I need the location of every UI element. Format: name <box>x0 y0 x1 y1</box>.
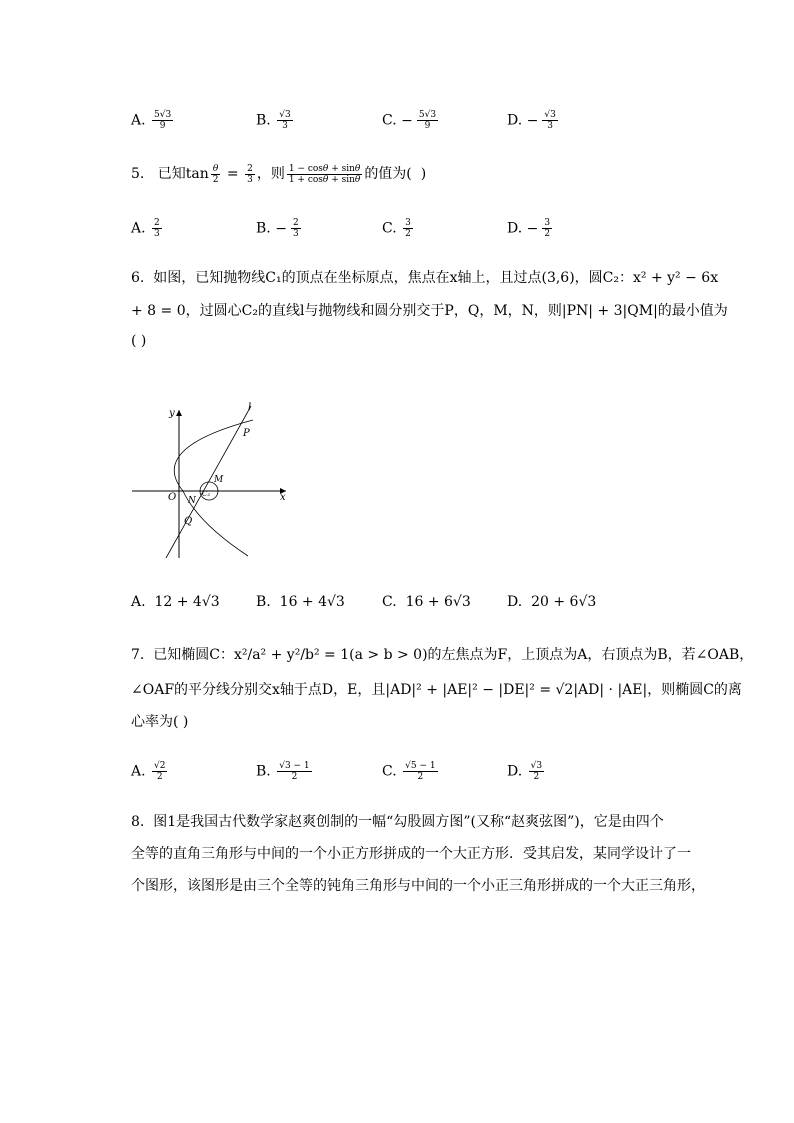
minus-sign: − <box>526 112 539 129</box>
minus-sign: − <box>401 112 413 129</box>
q7-line1 <box>131 644 753 664</box>
fraction: $\frac{2}{3}$ <box>154 218 160 239</box>
q5-choice-d[interactable] <box>507 218 554 239</box>
q4-choice-d[interactable] <box>507 110 560 131</box>
choice-label: D. <box>507 763 523 780</box>
fraction: $\frac{√5 - 1}{2}$ <box>405 761 436 782</box>
choice-label: C. <box>382 763 397 780</box>
fraction: $\frac{√3}{3}$ <box>279 110 291 131</box>
fraction: $\frac{\theta}{2}$ <box>212 163 219 185</box>
q8-line1 <box>131 811 664 831</box>
q6-choice-b[interactable] <box>256 594 345 610</box>
q7-line2: ∠OAF的平分线分别交x轴于点D，E，且|AD|² + |AE|² − |DE|² = √2|AD| · |AE|，则椭圆C的离 <box>131 682 742 698</box>
stem-text: 已知椭圆C：x²/a² + y²/b² = 1(a > b > 0)的左焦点为F，上顶点为A，右顶点为B，若∠OAB， <box>153 647 754 663</box>
q5-choice-a[interactable] <box>131 218 164 239</box>
parabola-figure <box>128 398 293 563</box>
choice-text: 16 + 4√3 <box>279 594 345 610</box>
question-number: 6. <box>131 270 145 286</box>
fraction: $\frac{√3}{2}$ <box>530 761 543 782</box>
minus-sign: − <box>275 220 287 237</box>
y-axis-arrow-icon <box>176 410 182 416</box>
choice-label: A. <box>131 112 146 129</box>
choice-label: B. <box>256 112 271 129</box>
choice-label: C. <box>382 594 397 610</box>
choice-label: B. <box>256 220 271 237</box>
label-l: l <box>248 402 252 413</box>
q6-choice-d[interactable] <box>507 594 596 610</box>
q7-choice-c[interactable] <box>382 761 440 782</box>
label-m: M <box>214 475 224 485</box>
fraction: $\frac{√3 - 1}{2}$ <box>279 761 310 782</box>
choice-label: C. <box>382 220 397 237</box>
label-o: O <box>168 492 177 503</box>
stem-text: ，则 <box>256 166 285 182</box>
q4-choice-b[interactable] <box>256 110 295 131</box>
choice-label: D. <box>507 112 523 129</box>
q5-choice-b[interactable] <box>256 218 303 239</box>
choice-label: C. <box>382 112 397 129</box>
stem-text: 的值为( <box>364 166 412 182</box>
fraction: $\frac{2}{3}$ <box>247 163 253 185</box>
fraction: $\frac{√3}{3}$ <box>544 110 556 131</box>
fraction: $\frac{1 - \cos\theta + \sin\theta}{1 + \cos\theta + \sin\theta}$ <box>288 163 361 185</box>
q6-choice-c[interactable] <box>382 594 471 610</box>
label-x: x <box>280 492 286 503</box>
choice-text: 12 + 4√3 <box>154 594 220 610</box>
label-y: y <box>169 408 175 419</box>
q7-choice-b[interactable] <box>256 761 314 782</box>
q6-choice-a[interactable] <box>131 594 220 610</box>
fraction: $\frac{3}{2}$ <box>405 218 411 239</box>
choice-label: B. <box>256 594 271 610</box>
q4-choice-c[interactable] <box>382 110 440 131</box>
fraction: $\frac{5√3}{9}$ <box>418 110 437 131</box>
choice-label: A. <box>131 763 146 780</box>
choice-label: A. <box>131 594 146 610</box>
q4-choice-a[interactable] <box>131 110 175 131</box>
q7-choice-d[interactable] <box>507 761 546 782</box>
stem-text: ) <box>420 166 427 182</box>
question-number: 5. <box>131 166 145 182</box>
choice-label: A. <box>131 220 146 237</box>
label-n: N <box>188 496 196 506</box>
choice-label: D. <box>507 594 523 610</box>
fraction: $\frac{5√3}{9}$ <box>154 110 172 131</box>
choice-text: 20 + 6√3 <box>531 594 597 610</box>
question-number: 8. <box>131 814 145 830</box>
parabola-curve <box>174 420 253 556</box>
q8-line3: 个图形，该图形是由三个全等的钝角三角形与中间的一个小正三角形拼成的一个大正三角形， <box>131 878 705 894</box>
q8-line2: 全等的直角三角形与中间的一个小正方形拼成的一个大正方形．受其启发，某同学设计了一 <box>131 846 691 862</box>
q6-line3: ( ) <box>131 333 147 349</box>
minus-sign: − <box>526 220 539 237</box>
label-p: P <box>243 428 250 439</box>
question-number: 7. <box>131 647 145 663</box>
q7-line3: 心率为( ) <box>131 714 189 730</box>
q5-stem: 5. 已知tan $\frac{\theta}{2}$ = $\frac{2}{3}$ ，则 $\frac{1 - \cos\theta + \sin\theta}{1 + \cos\theta + \sin\theta}$ 的值为( ) <box>131 163 427 185</box>
label-c2: C₂ <box>202 490 211 498</box>
stem-text: 如图，已知抛物线C₁的顶点在坐标原点，焦点在x轴上，且过点(3,6)，圆C₂：x² + y² − 6x <box>153 270 719 286</box>
q6-line2: + 8 = 0，过圆心C₂的直线l与抛物线和圆分别交于P，Q，M，N，则|PN| + 3|QM|的最小值为 <box>131 303 728 319</box>
choice-label: D. <box>507 220 523 237</box>
q7-choice-a[interactable] <box>131 761 169 782</box>
stem-text: 图1是我国古代数学家赵爽创制的一幅“勾股圆方图”(又称“赵爽弦图”)，它是由四个 <box>153 814 664 830</box>
label-q: Q <box>184 516 193 527</box>
fraction: $\frac{3}{2}$ <box>544 218 551 239</box>
choice-label: B. <box>256 763 271 780</box>
stem-text: 已知tan <box>157 166 209 182</box>
q6-line1 <box>131 267 718 287</box>
q5-choice-c[interactable] <box>382 218 415 239</box>
fraction: $\frac{√2}{2}$ <box>154 761 166 782</box>
choice-text: 16 + 6√3 <box>405 594 471 610</box>
fraction: $\frac{2}{3}$ <box>292 218 299 239</box>
